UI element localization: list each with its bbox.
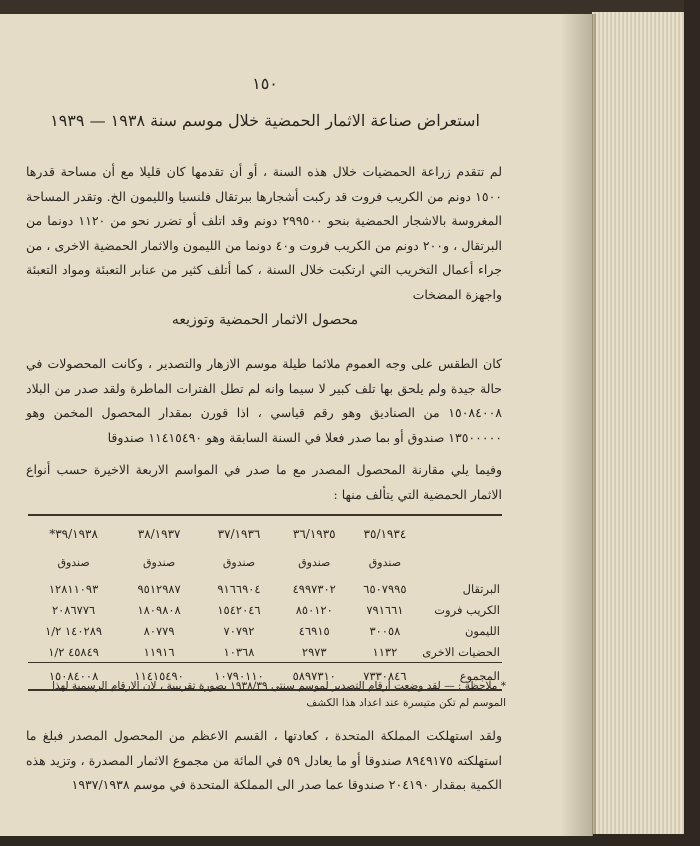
book-page bbox=[0, 14, 593, 836]
paragraph-weather: كان الطقس على وجه العموم ملائما طيلة موسم الازهار والتصدير ، وكانت المحصولات في حالة جيدة ولم يلحق بها تلف كبير لا سيما وانه لم تطل الفترات الماطرة ولقد صدر من البلاد ١٥٠٨٤٠٠٨ من الصناديق وهو رقم قياسي ، اذا قورن بمقدار المحصول المخمن وهو ١٣٥٠٠٠٠٠ صندوق أو بما صدر فعلا في السنة السابقة وهو ١١٤١٥٤٩٠ صندوقا bbox=[26, 356, 502, 445]
table-cell: ٧٩١٦٦١ bbox=[366, 602, 404, 617]
table-cell: ٩٥١٢٩٨٧ bbox=[137, 581, 181, 596]
unit-label: صندوق bbox=[142, 555, 176, 569]
unit-label: صندوق bbox=[57, 555, 90, 569]
table-row bbox=[28, 641, 502, 663]
table-cell: ٩١٦٦٩٠٤ bbox=[217, 581, 261, 596]
row-label: البرتقال bbox=[462, 581, 500, 596]
export-table bbox=[28, 522, 502, 691]
table-cell: ١١٤١٥٤٩٠ bbox=[134, 669, 184, 683]
paragraph-uk-consumption: ولقد استهلكت المملكة المتحدة ، كعادتها ، القسم الاعظم من المحصول المصدر فبلغ ما استهلكته ٨٩٤٩١٧٥ صندوقا أو ما يعادل ٥٩ في المائة من مجموع الاثمار المصدرة ، وتزيد هذه الكمية بمقدار ٢٠٤١٩٠ صندوقا عما صدر الى المملكة المتحدة في موسم ١٩٣٧/١٩٣٨ bbox=[26, 728, 502, 792]
unit-label: صندوق bbox=[368, 555, 402, 569]
page-gutter-shadow bbox=[560, 14, 596, 836]
table-cell: ٨٠٧٧٩ bbox=[143, 623, 175, 638]
table-row bbox=[28, 599, 502, 620]
year-header: ٣٧/١٩٣٦ bbox=[217, 527, 261, 541]
table-header-row bbox=[28, 522, 502, 546]
table-cell: ٥٨٩٧٣١٠ bbox=[292, 669, 336, 683]
table-cell: ١٥٠٨٤٠٠٨ bbox=[48, 669, 99, 683]
book-cover-right bbox=[684, 0, 700, 846]
year-header: ٣٩/١٩٣٨* bbox=[49, 527, 98, 541]
unit-label: صندوق bbox=[222, 555, 256, 569]
page-number: ١٥٠ bbox=[252, 74, 278, 93]
table-row bbox=[28, 620, 502, 641]
table-row bbox=[28, 578, 502, 599]
table-cell: ٢٩٧٣ bbox=[301, 644, 327, 659]
table-cell: ٤٥٨٤٩ ١/٢ bbox=[48, 644, 99, 659]
table-cell: ٣٠٠٥٨ bbox=[369, 623, 401, 638]
year-header: ٣٨/١٩٣٧ bbox=[137, 527, 181, 541]
table-cell: ١٠٧٩٠١١٠ bbox=[214, 669, 264, 683]
row-label: الحضيات الاخرى bbox=[422, 644, 500, 659]
paragraph-comparison: وفيما يلي مقارنة المحصول المصدر مع ما صدر في المواسم الاربعة الاخيرة حسب أنواع الاثمار الحمضية التي يتألف منها : bbox=[26, 462, 502, 502]
row-label: الليمون bbox=[464, 623, 500, 638]
table-units-row bbox=[28, 546, 502, 578]
table-top-rule bbox=[28, 514, 502, 516]
unit-label: صندوق bbox=[298, 555, 331, 569]
row-label: الكريب فروت bbox=[434, 602, 500, 617]
page-title: استعراض صناعة الاثمار الحمضية خلال موسم سنة ١٩٣٨ — ١٩٣٩ bbox=[50, 111, 480, 130]
year-header: ٣٥/١٩٣٤ bbox=[363, 527, 407, 541]
table-cell: ٤٩٩٧٣٠٢ bbox=[292, 581, 336, 596]
table-cell: ١٤٠٢٨٩ ١/٢ bbox=[45, 623, 103, 638]
table-cell: ١٠٣٦٨ bbox=[223, 644, 255, 659]
table-cell: ١٥٤٢٠٤٦ bbox=[217, 602, 261, 617]
table-cell: ٦٥٠٧٩٩٥ bbox=[363, 581, 407, 596]
table-cell: ٨٥٠١٢٠ bbox=[295, 602, 333, 617]
footnote: * ملاحظة : — لقد وضعت أرقام التصدير لموسم سنتي ١٩٣٨/٣٩ بصورة تقريبية ، لان الارقام الرسمية لهذا الموسم لم تكن متيسرة عند اعداد هذا الكشف bbox=[52, 680, 506, 709]
table-cell: ٢٠٨٦٧٧٦ bbox=[51, 602, 96, 617]
page-edges bbox=[592, 12, 686, 838]
table-cell: ١٨٠٩٨٠٨ bbox=[137, 602, 181, 617]
table-cell: ٧٣٣٠٨٤٦ bbox=[363, 669, 407, 683]
table-cell: ٧٠٧٩٢ bbox=[223, 623, 255, 638]
table-cell: ١١٩١٦ bbox=[143, 644, 175, 659]
table-cell: ٤٦٩١٥ bbox=[298, 623, 330, 638]
table-cell: ١١٣٢ bbox=[372, 644, 398, 659]
table-cell: ١٢٨١١٠٩٣ bbox=[48, 581, 99, 596]
year-header: ٣٦/١٩٣٥ bbox=[292, 527, 336, 541]
paragraph-intro: لم تتقدم زراعة الحمضيات خلال هذه السنة ، أو أن تقدمها كان قليلا مع أن مساحة قدرها ١٥٠٠ دونم من الكريب فروت قد ركبت أشجارها ببرتقال فلنسيا والليمون الخ. وتقدر المساحة المغروسة بالاشجار الحمضية بنحو ٢٩٩٥٠٠ دونم وقد اتلف أو تضرر نحو من ١١٢٠ دونما من البرتقال ، و٢٠٠ دونم من الكريب فروت و٤٠ دونما من الليمون والاثمار الحمضية الاخرى ، من جراء أعمال التخريب التي ارتكبت خلال السنة ، كما أتلف كثير من عنابر التعبئة ومواد التعبئة واجهزة المضخات bbox=[26, 164, 502, 302]
row-label: المجموع bbox=[459, 669, 500, 683]
section-subtitle: محصول الاثمار الحمضية وتوزيعه bbox=[171, 312, 359, 328]
